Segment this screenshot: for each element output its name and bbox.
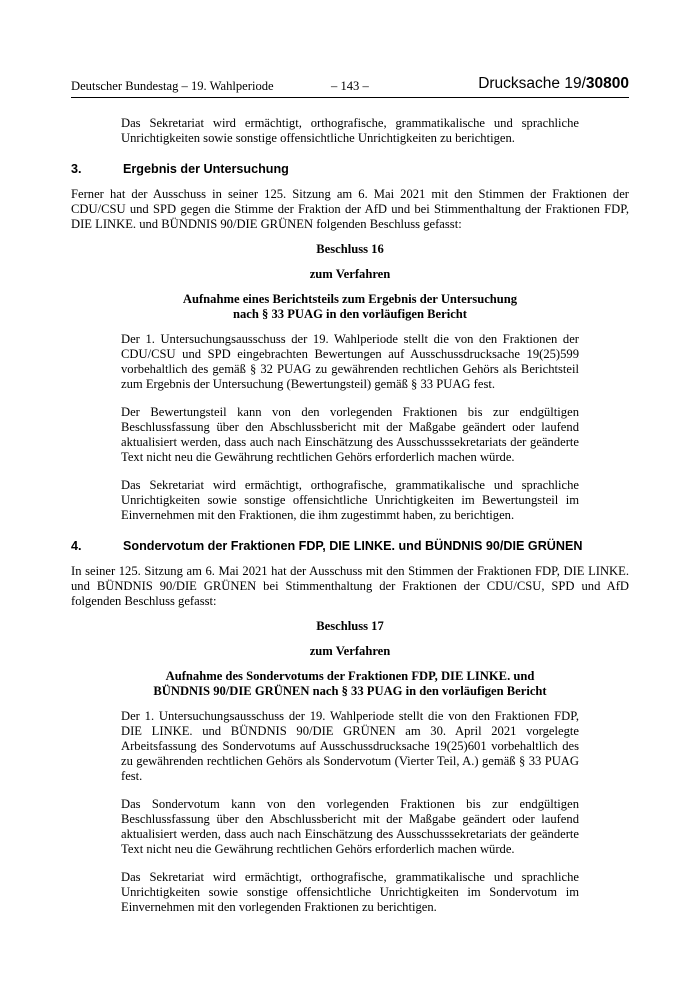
paragraph: Das Sekretariat wird ermächtigt, orthografische, grammatikalische und sprachliche Unrichtigkeiten sowie sonstige offensichtliche Unrichtigkeiten zu berichtigen. <box>121 116 579 145</box>
resolution-title: Beschluss 16 <box>316 242 384 256</box>
resolution-heading-line: nach § 33 PUAG in den vorläufigen Bericht <box>232 307 468 321</box>
paragraph: Der 1. Untersuchungsausschuss der 19. Wahlperiode stellt die von den Fraktionen FDP, DIE LINKE. und BÜNDNIS 90/DIE GRÜNEN am 30. April 2021 vorgelegte Arbeitsfassung des Sondervotums auf Ausschussdrucksache 19(25)601 vorbehaltlich des zu gewährenden rechtlichen Gehörs als Sondervotum (Vierter Teil, A.) gemäß § 33 PUAG fest. <box>121 709 579 783</box>
paragraph: Der Bewertungsteil kann von den vorlegenden Fraktionen bis zur endgültigen Beschlussfassung über den Abschlussbericht mit der Maßgabe geändert oder laufend aktualisiert werden, dass auch nach Einschätzung des Ausschusssekretariats der geänderte Text nicht neu die Gewährung rechtlichen Gehörs erforderlich machen würde. <box>121 405 579 464</box>
page-header <box>71 77 629 95</box>
page-number: – 143 – <box>331 79 369 93</box>
resolution-heading-line: Aufnahme eines Berichtsteils zum Ergebnis der Untersuchung <box>182 292 518 306</box>
resolution-heading-line: Aufnahme des Sondervotums der Fraktionen FDP, DIE LINKE. und <box>165 669 535 683</box>
resolution-subtitle: zum Verfahren <box>309 267 391 281</box>
paragraph: Das Sekretariat wird ermächtigt, orthografische, grammatikalische und sprachliche Unrichtigkeiten sowie sonstige offensichtliche Unrichtigkeiten im Sondervotum im Einvernehmen mit den vorlegenden Fraktionen zu berichtigen. <box>121 870 579 914</box>
section-title: Ergebnis der Untersuchung <box>123 162 289 176</box>
document-number-label: Drucksache 19/ <box>478 75 586 92</box>
header-publication: Deutscher Bundestag – 19. Wahlperiode <box>71 79 274 93</box>
document-number <box>478 76 629 91</box>
resolution-subtitle: zum Verfahren <box>309 644 391 658</box>
paragraph: Das Sondervotum kann von den vorlegenden Fraktionen bis zur endgültigen Beschlussfassung über den Abschlussbericht mit der Maßgabe geändert oder laufend aktualisiert werden, dass auch nach Einschätzung des Ausschusssekretariats der geänderte Text nicht neu die Gewährung rechtlichen Gehörs erforderlich machen würde. <box>121 797 579 856</box>
resolution-heading-line: BÜNDNIS 90/DIE GRÜNEN nach § 33 PUAG in den vorläufigen Bericht <box>153 684 547 698</box>
paragraph: Ferner hat der Ausschuss in seiner 125. Sitzung am 6. Mai 2021 mit den Stimmen der Fraktionen der CDU/CSU und SPD gegen die Stimme der Fraktion der AfD und bei Stimmenthaltung der Fraktionen FDP, DIE LINKE. und BÜNDNIS 90/DIE GRÜNEN folgenden Beschluss gefasst: <box>71 187 629 231</box>
section-number: 3. <box>71 162 82 176</box>
document-number-value: 30800 <box>585 75 629 92</box>
paragraph: In seiner 125. Sitzung am 6. Mai 2021 hat der Ausschuss mit den Stimmen der Fraktionen FDP, DIE LINKE. und BÜNDNIS 90/DIE GRÜNEN bei Stimmenthaltung der Fraktionen der CDU/CSU, SPD und AfD folgenden Beschluss gefasst: <box>71 564 629 608</box>
paragraph: Der 1. Untersuchungsausschuss der 19. Wahlperiode stellt die von den Fraktionen der CDU/CSU und SPD eingebrachten Bewertungen auf Ausschussdrucksache 19(25)599 vorbehaltlich des gemäß § 32 PUAG zu gewährenden rechtlichen Gehörs als Berichtsteil zum Ergebnis der Untersuchung (Bewertungsteil) gemäß § 33 PUAG fest. <box>121 332 579 391</box>
section-number: 4. <box>71 539 82 553</box>
section-title: Sondervotum der Fraktionen FDP, DIE LINKE. und BÜNDNIS 90/DIE GRÜNEN <box>123 539 583 553</box>
page-content <box>71 116 629 915</box>
resolution-title: Beschluss 17 <box>316 619 384 633</box>
paragraph: Das Sekretariat wird ermächtigt, orthografische, grammatikalische und sprachliche Unrichtigkeiten sowie sonstige offensichtliche Unrichtigkeiten im Bewertungsteil im Einvernehmen mit den Fraktionen, die ihm zugestimmt haben, zu berichtigen. <box>121 478 579 522</box>
section-heading-3 <box>71 162 629 177</box>
section-heading-4 <box>71 539 629 554</box>
header-rule <box>71 97 629 98</box>
